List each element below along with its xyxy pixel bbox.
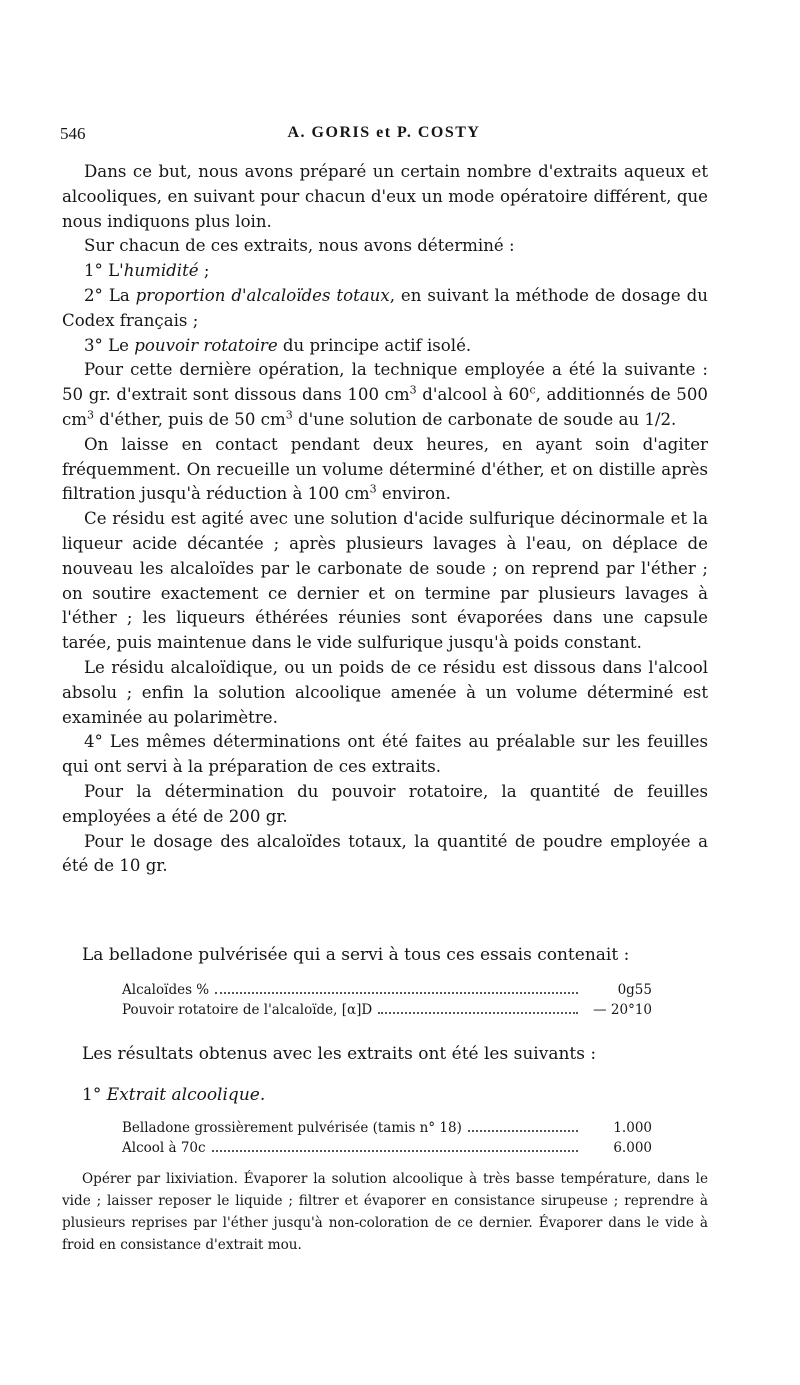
paragraph-dosage: Pour le dosage des alcaloïdes totaux, la quantité de poudre employée a été de 10 gr. [62, 831, 708, 876]
leader-dots [215, 992, 578, 994]
procedure-note: Opérer par lixiviation. Évaporer la solution alcoolique à très basse température, dans le vide ; laisser reposer le liquide ; filtrer et évaporer en consistance sirupeuse ; reprendre à plusieurs reprises par l'éther jusqu'à non-coloration de ce dernier. Évaporer dans le vide à froid en consistance d'extrait mou. [62, 1171, 708, 1253]
results-intro: Les résultats obtenus avec les extraits ont été les suivants : [82, 1044, 597, 1064]
running-title: A. GORIS et P. COSTY [287, 124, 481, 141]
row-value: — 20°10 [593, 1002, 652, 1018]
table-row [122, 982, 652, 1002]
row-value: 1.000 [613, 1120, 652, 1136]
leader-dots [378, 1012, 578, 1014]
row-label: Alcaloïdes % [122, 982, 210, 998]
paragraph-technique: Pour cette dernière opération, la technique employée a été la suivante : 50 gr. d'extrait sont dissous dans 100 $cm^3$ d'alcool à 60$^c$, additionnés de 500 $cm^3$ d'éther, puis de 50 $cm^3$ d'une solution de carbonate de soude au 1/2. [62, 360, 708, 429]
leader-dots [212, 1150, 578, 1152]
main-text [62, 160, 708, 879]
row-label: Alcool à 70c [122, 1140, 206, 1156]
leader-dots [468, 1130, 578, 1132]
table-row [122, 1002, 652, 1022]
paragraph-determinations: Sur chacun de ces extraits, nous avons déterminé : [84, 236, 515, 256]
paragraph-feuilles: 4° Les mêmes déterminations ont été faites au préalable sur les feuilles qui ont servi à la préparation de ces extraits. [62, 732, 708, 777]
list-item-pouvoir: 3° Le pouvoir rotatoire du principe actif isolé. [84, 335, 472, 355]
section-heading [82, 1085, 265, 1105]
extrait-table [122, 1120, 652, 1160]
section-number: 1° [82, 1085, 102, 1105]
paragraph-contact: On laisse en contact pendant deux heures, en ayant soin d'agiter fréquemment. On recueille un volume déterminé d'éther, et on distille après filtration jusqu'à réduction à 100 $cm^3$ environ. [62, 434, 708, 504]
term-humidite: humidité [123, 261, 199, 281]
belladone-table [122, 982, 652, 1022]
term-alcaloides: proportion d'alcaloïdes totaux [135, 285, 390, 305]
list-item-alcaloides: 2° La proportion d'alcaloïdes totaux, en suivant la méthode de dosage du Codex français ; [62, 285, 708, 330]
term-pouvoir-rotatoire: pouvoir rotatoire [134, 335, 278, 355]
list-item-humidite: 1° L'humidité ; [84, 261, 210, 281]
paragraph-intro: Dans ce but, nous avons préparé un certain nombre d'extraits aqueux et alcooliques, en suivant pour chacun d'eux un mode opératoire différent, que nous indiquons plus loin. [62, 162, 708, 231]
paragraph-residu: Ce résidu est agité avec une solution d'acide sulfurique décinormale et la liqueur acide décantée ; après plusieurs lavages à l'eau, on déplace de nouveau les alcaloïdes par le carbonate de soude ; on reprend par l'éther ; on soutire exactement ce dernier et on termine par plusieurs lavages à l'éther ; les liqueurs éthérées réunies sont évaporées dans une capsule tarée, puis maintenue dans le vide sulfurique jusqu'à poids constant. [62, 509, 708, 653]
paragraph-rotatoire: Pour la détermination du pouvoir rotatoire, la quantité de feuilles employées a été de 200 gr. [62, 781, 708, 826]
page-header [60, 124, 708, 148]
row-value: 0g55 [617, 982, 652, 998]
row-label: Pouvoir rotatoire de l'alcaloïde, [α]D [122, 1002, 373, 1018]
row-value: 6.000 [613, 1140, 652, 1156]
table-row [122, 1120, 652, 1140]
table-row [122, 1140, 652, 1160]
page-number: 546 [60, 124, 86, 143]
paragraph-polarimetre: Le résidu alcaloïdique, ou un poids de ce résidu est dissous dans l'alcool absolu ; enfin la solution alcoolique amenée à un volume déterminé est examinée au polarimètre. [62, 657, 708, 727]
row-label: Belladone grossièrement pulvérisée (tamis n° 18) [122, 1120, 462, 1136]
section-title: Extrait alcoolique. [106, 1085, 266, 1105]
belladone-intro: La belladone pulvérisée qui a servi à tous ces essais contenait : [82, 945, 630, 965]
